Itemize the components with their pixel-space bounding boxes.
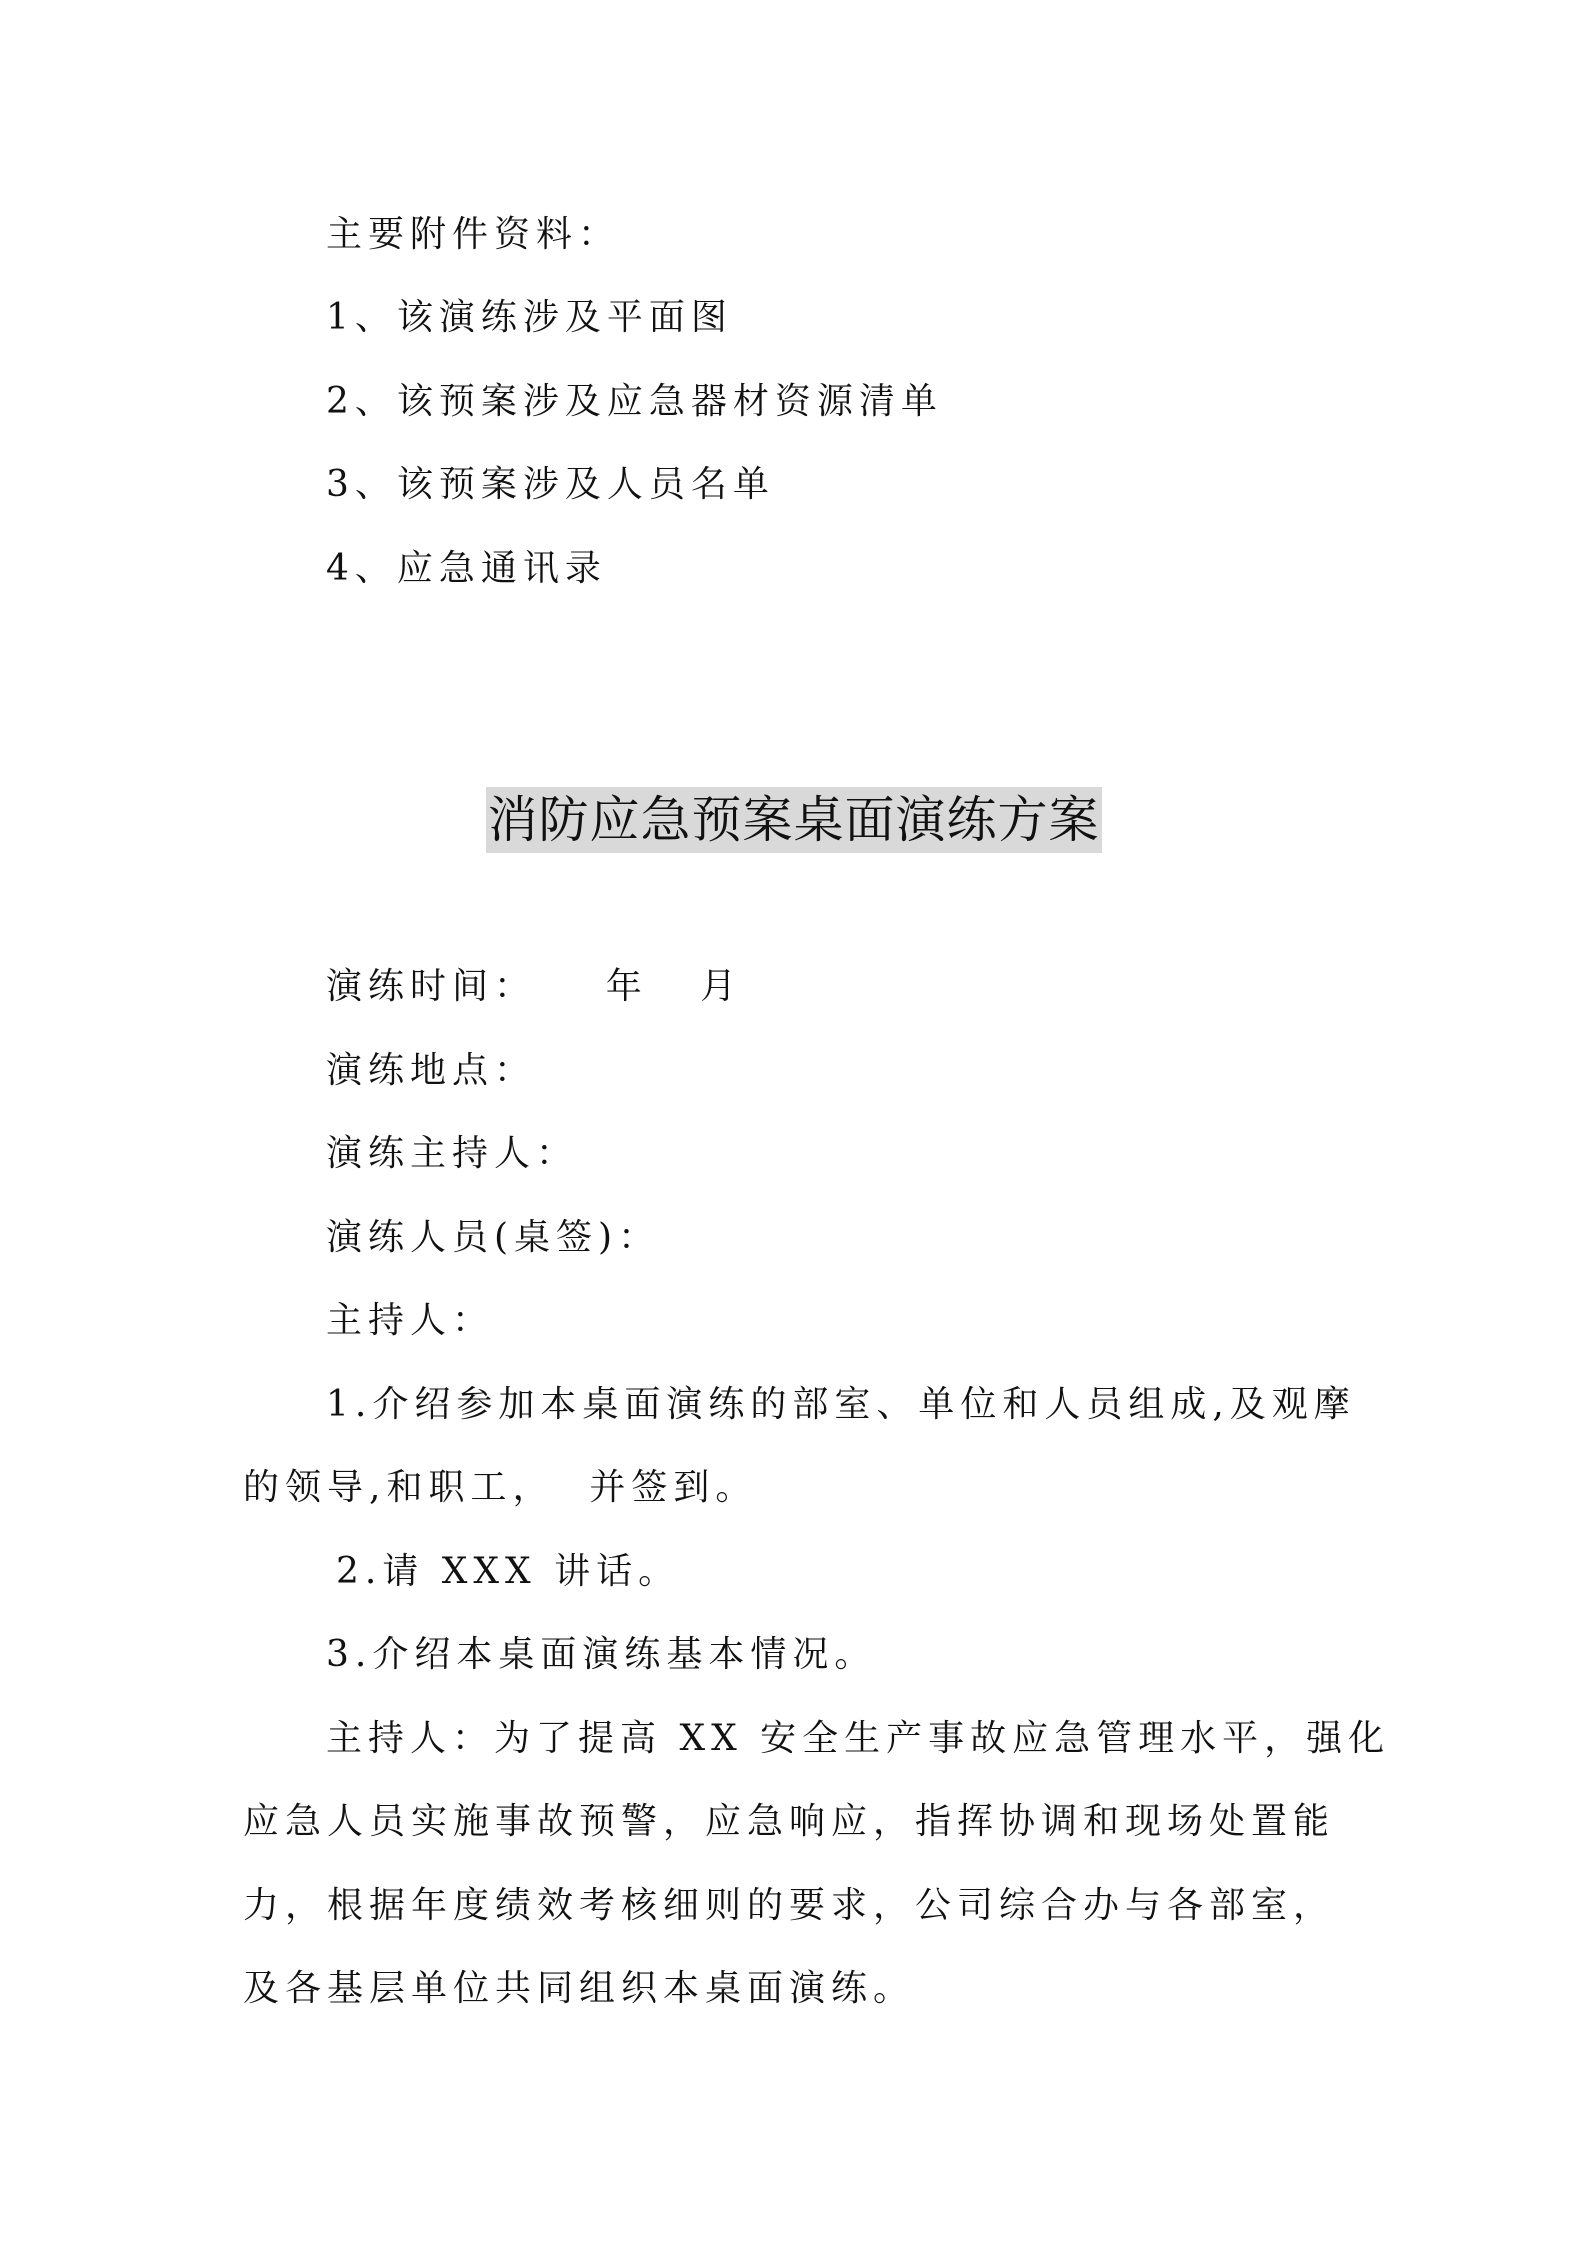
step-3: 3.介绍本桌面演练基本情况。 <box>326 1634 877 1675</box>
attachments-heading: 主要附件资料： <box>326 214 621 255</box>
attachment-item-3: 3、该预案涉及人员名单 <box>326 464 775 505</box>
page-title: 消防应急预案桌面演练方案 <box>486 787 1102 853</box>
drill-place: 演练地点： <box>326 1050 537 1091</box>
speech-line-3: 力，根据年度绩效考核细则的要求，公司综合办与各部室， <box>243 1885 1336 1926</box>
host-label: 主持人： <box>326 1300 495 1341</box>
speech-line-4: 及各基层单位共同组织本桌面演练。 <box>243 1968 916 2009</box>
title-container <box>0 787 1587 853</box>
step-1-line-2: 的领导,和职工， 并签到。 <box>243 1467 758 1508</box>
drill-participants: 演练人员(桌签)： <box>326 1217 661 1258</box>
step-1-line-1: 1.介绍参加本桌面演练的部室、单位和人员组成,及观摩 <box>326 1384 1356 1425</box>
attachment-item-2: 2、该预案涉及应急器材资源清单 <box>326 381 943 422</box>
attachment-item-4: 4、应急通讯录 <box>326 548 607 589</box>
attachment-item-1: 1、该演练涉及平面图 <box>326 297 733 338</box>
speech-line-2: 应急人员实施事故预警，应急响应，指挥协调和现场处置能 <box>243 1801 1336 1842</box>
drill-time: 演练时间： 年 月 <box>326 966 743 1007</box>
speech-line-1: 主持人：为了提高 XX 安全生产事故应急管理水平，强化 <box>326 1718 1391 1759</box>
drill-host: 演练主持人： <box>326 1133 579 1174</box>
step-2: 2.请 XXX 讲话。 <box>336 1551 681 1592</box>
